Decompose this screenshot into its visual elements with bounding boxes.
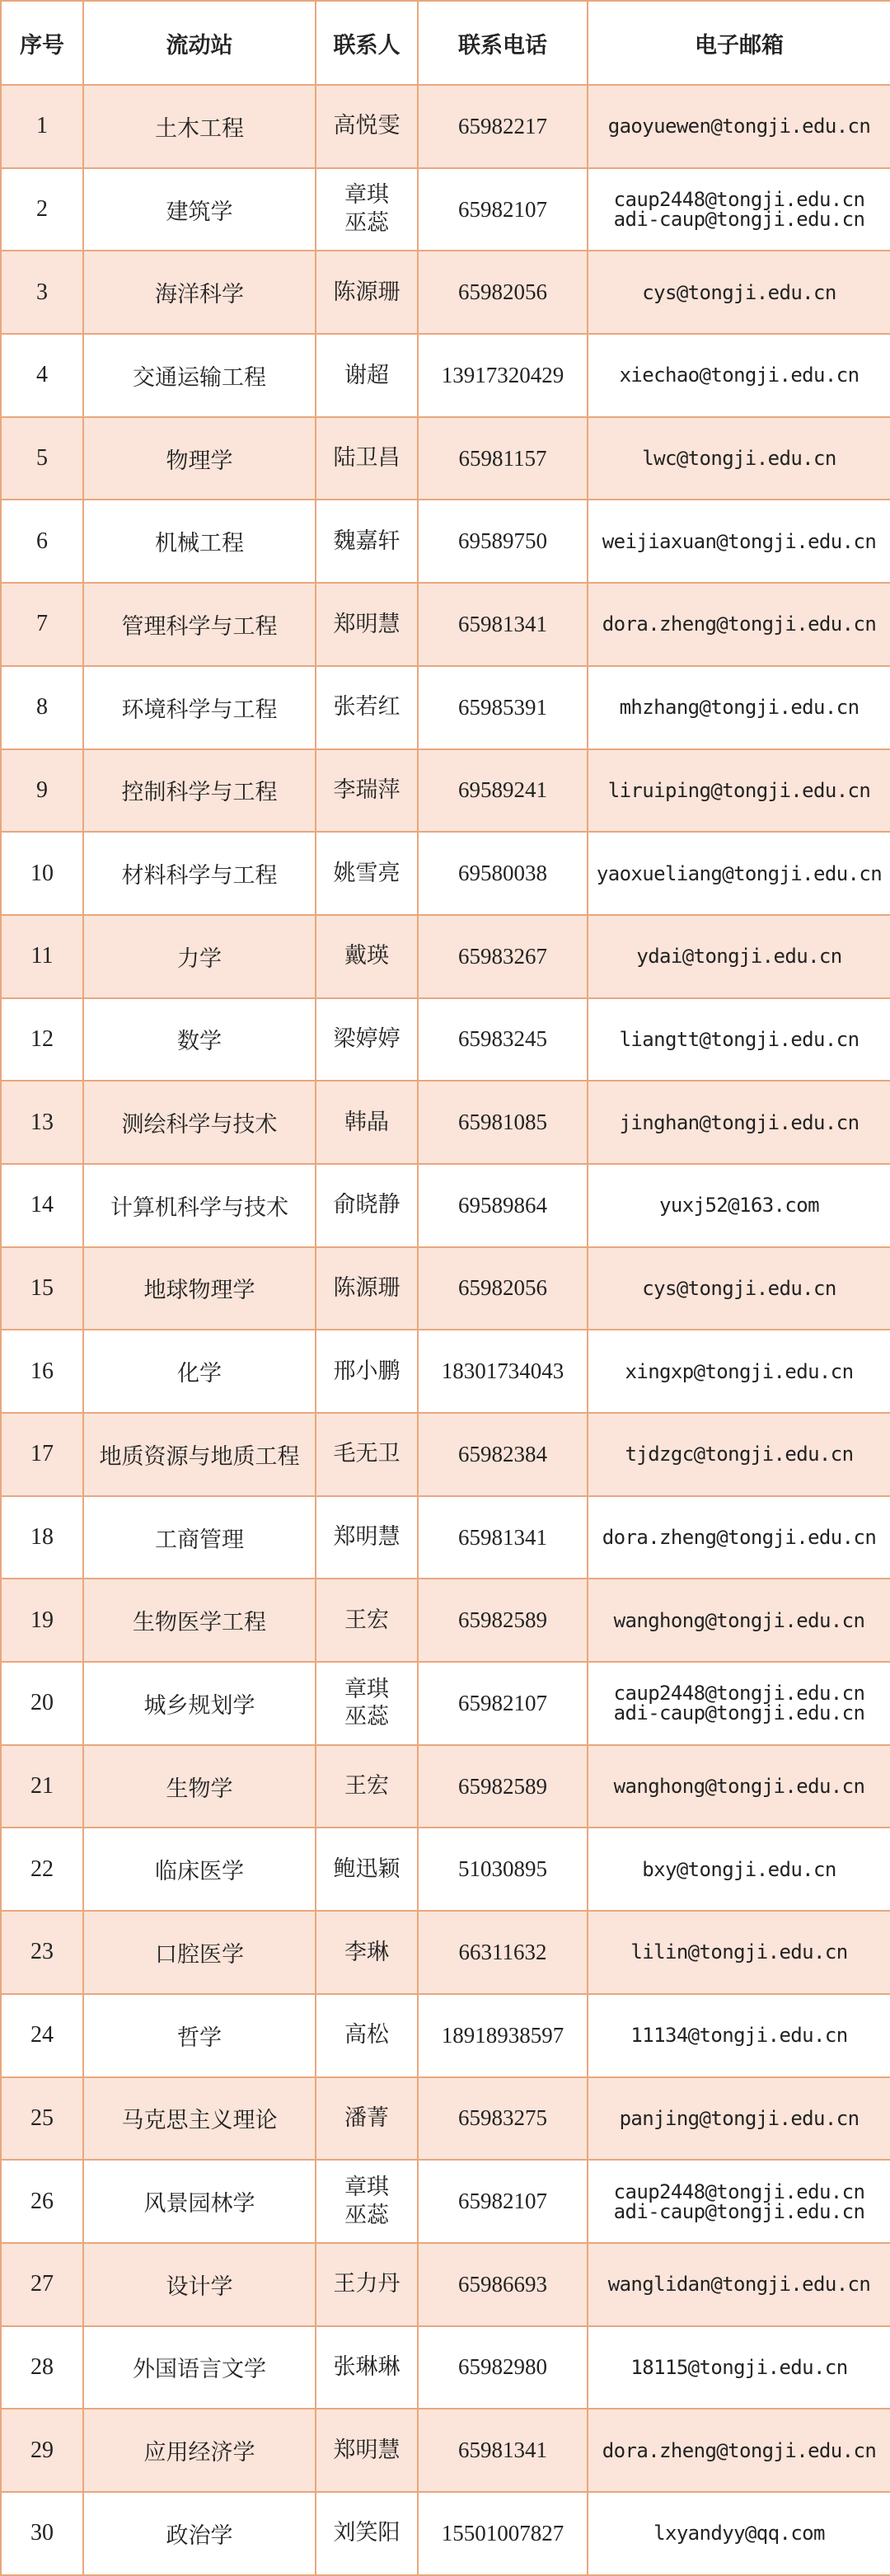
cell-serial-no: 1 (1, 85, 83, 168)
cell-station: 交通运输工程 (83, 334, 316, 417)
cell-contact-person (316, 2409, 418, 2492)
cell-serial-no: 27 (1, 2243, 83, 2326)
table-row (1, 2160, 890, 2243)
cell-contact-person (316, 2326, 418, 2409)
table-row (1, 1662, 890, 1745)
contact-name: 郑明慧 (333, 1524, 400, 1551)
cell-station: 力学 (83, 915, 316, 998)
cell-station: 数学 (83, 998, 316, 1082)
cell-serial-no: 26 (1, 2160, 83, 2243)
cell-serial-no: 30 (1, 2492, 83, 2575)
table-row (1, 251, 890, 334)
email-address: 18115@tongji.edu.cn (630, 2355, 848, 2379)
cell-email (588, 1496, 890, 1579)
email-address: gaoyuewen@tongji.edu.cn (607, 115, 871, 138)
contact-name: 鲍迅颖 (333, 1856, 400, 1882)
cell-email (588, 1330, 890, 1413)
contact-name: 陈源珊 (333, 279, 400, 305)
cell-serial-no: 29 (1, 2409, 83, 2492)
cell-station: 设计学 (83, 2243, 316, 2326)
cell-email (588, 1413, 890, 1496)
cell-phone: 65981085 (418, 1081, 588, 1164)
cell-contact-person (316, 85, 418, 168)
cell-station: 材料科学与工程 (83, 832, 316, 915)
cell-email (588, 1994, 890, 2077)
cell-phone: 69589241 (418, 749, 588, 833)
email-address: tjdzgc@tongji.edu.cn (625, 1443, 854, 1466)
cell-station: 化学 (83, 1330, 316, 1413)
cell-contact-person (316, 1081, 418, 1164)
email-address: mhzhang@tongji.edu.cn (619, 696, 860, 720)
cell-email (588, 583, 890, 666)
cell-serial-no: 21 (1, 1745, 83, 1828)
cell-station: 海洋科学 (83, 251, 316, 334)
cell-email (588, 2326, 890, 2409)
cell-serial-no: 19 (1, 1579, 83, 1662)
cell-email (588, 749, 890, 833)
cell-contact-person (316, 1745, 418, 1828)
cell-contact-person (316, 334, 418, 417)
cell-email (588, 998, 890, 1082)
table-row (1, 500, 890, 583)
cell-email (588, 1081, 890, 1164)
email-address: wanglidan@tongji.edu.cn (607, 2273, 871, 2297)
cell-station: 生物学 (83, 1745, 316, 1828)
contact-name: 陆卫昌 (333, 445, 400, 472)
cell-phone: 65981341 (418, 1496, 588, 1579)
contact-name: 俞晓静 (333, 1192, 400, 1218)
email-address: xiechao@tongji.edu.cn (619, 364, 860, 387)
cell-station: 机械工程 (83, 500, 316, 583)
contact-name: 巫蕊 (344, 2202, 389, 2228)
table-row (1, 2243, 890, 2326)
cell-phone: 65985391 (418, 666, 588, 749)
table-row (1, 1496, 890, 1579)
cell-contact-person (316, 749, 418, 833)
email-address: wanghong@tongji.edu.cn (613, 1608, 865, 1632)
cell-station: 地球物理学 (83, 1247, 316, 1330)
table-row (1, 2326, 890, 2409)
cell-phone: 65982107 (418, 1662, 588, 1745)
contact-name: 邢小鹏 (333, 1358, 400, 1384)
cell-contact-person (316, 1579, 418, 1662)
cell-serial-no: 11 (1, 915, 83, 998)
contact-name: 李琳 (344, 1939, 389, 1965)
table-row (1, 1330, 890, 1413)
email-address: caup2448@tongji.edu.cn (613, 1682, 865, 1706)
cell-station: 临床医学 (83, 1828, 316, 1911)
cell-contact-person (316, 168, 418, 251)
cell-station: 地质资源与地质工程 (83, 1413, 316, 1496)
cell-email (588, 1911, 890, 1994)
cell-email (588, 2160, 890, 2243)
contact-name: 陈源珊 (333, 1275, 400, 1302)
cell-phone: 69589864 (418, 1164, 588, 1247)
email-address: dora.zheng@tongji.edu.cn (602, 2438, 877, 2462)
contact-name: 巫蕊 (344, 1704, 389, 1730)
table-row (1, 749, 890, 833)
email-address: cys@tongji.edu.cn (642, 1276, 836, 1300)
contact-name: 王宏 (344, 1607, 389, 1633)
cell-station: 应用经济学 (83, 2409, 316, 2492)
email-address: ydai@tongji.edu.cn (636, 945, 842, 969)
contact-name: 王力丹 (333, 2271, 400, 2297)
table-row (1, 2077, 890, 2161)
table-row (1, 417, 890, 500)
contact-name: 姚雪亮 (333, 860, 400, 886)
cell-contact-person (316, 251, 418, 334)
cell-contact-person (316, 1994, 418, 2077)
cell-phone: 65982056 (418, 1247, 588, 1330)
cell-contact-person (316, 500, 418, 583)
cell-phone: 65983275 (418, 2077, 588, 2161)
cell-contact-person (316, 2492, 418, 2575)
cell-serial-no: 25 (1, 2077, 83, 2161)
table-row (1, 1081, 890, 1164)
cell-email (588, 417, 890, 500)
cell-email (588, 1579, 890, 1662)
cell-phone: 13917320429 (418, 334, 588, 417)
contact-name: 高悦雯 (333, 113, 400, 139)
email-address: adi-caup@tongji.edu.cn (613, 2199, 865, 2223)
cell-station: 工商管理 (83, 1496, 316, 1579)
cell-phone: 69580038 (418, 832, 588, 915)
email-address: jinghan@tongji.edu.cn (619, 1110, 860, 1134)
table-row (1, 1579, 890, 1662)
cell-serial-no: 13 (1, 1081, 83, 1164)
cell-station: 生物医学工程 (83, 1579, 316, 1662)
contact-name: 章琪 (344, 2174, 389, 2200)
cell-serial-no: 28 (1, 2326, 83, 2409)
cell-email (588, 334, 890, 417)
cell-phone: 65983245 (418, 998, 588, 1082)
cell-phone: 69589750 (418, 500, 588, 583)
cell-serial-no: 6 (1, 500, 83, 583)
cell-contact-person (316, 2077, 418, 2161)
email-address: adi-caup@tongji.edu.cn (613, 1701, 865, 1725)
header-station: 流动站 (83, 1, 316, 85)
email-address: xingxp@tongji.edu.cn (625, 1359, 854, 1383)
header-phone: 联系电话 (418, 1, 588, 85)
contact-name: 郑明慧 (333, 611, 400, 637)
header-contact-person: 联系人 (316, 1, 418, 85)
cell-serial-no: 14 (1, 1164, 83, 1247)
contact-name: 张若红 (333, 694, 400, 720)
contact-name: 章琪 (344, 182, 389, 209)
cell-phone: 65982056 (418, 251, 588, 334)
cell-serial-no: 22 (1, 1828, 83, 1911)
cell-phone: 65982217 (418, 85, 588, 168)
cell-serial-no: 5 (1, 417, 83, 500)
cell-serial-no: 15 (1, 1247, 83, 1330)
email-address: bxy@tongji.edu.cn (642, 1857, 836, 1881)
table-row (1, 1828, 890, 1911)
table-row (1, 334, 890, 417)
table-row (1, 1994, 890, 2077)
cell-serial-no: 16 (1, 1330, 83, 1413)
email-address: yuxj52@163.com (659, 1194, 819, 1218)
cell-phone: 18301734043 (418, 1330, 588, 1413)
cell-email (588, 500, 890, 583)
cell-phone: 18918938597 (418, 1994, 588, 2077)
cell-serial-no: 23 (1, 1911, 83, 1994)
cell-station: 哲学 (83, 1994, 316, 2077)
cell-serial-no: 24 (1, 1994, 83, 2077)
table-row (1, 1745, 890, 1828)
cell-station: 政治学 (83, 2492, 316, 2575)
contact-name: 高松 (344, 2022, 389, 2048)
email-address: cys@tongji.edu.cn (642, 280, 836, 304)
cell-contact-person (316, 1496, 418, 1579)
contact-name: 韩晶 (344, 1109, 389, 1135)
cell-station: 建筑学 (83, 168, 316, 251)
cell-serial-no: 2 (1, 168, 83, 251)
contact-name: 谢超 (344, 362, 389, 388)
cell-email (588, 832, 890, 915)
contact-name: 王宏 (344, 1773, 389, 1799)
cell-contact-person (316, 1413, 418, 1496)
cell-email (588, 2243, 890, 2326)
cell-serial-no: 9 (1, 749, 83, 833)
contact-name: 张琳琳 (333, 2354, 400, 2381)
cell-phone: 65986693 (418, 2243, 588, 2326)
cell-station: 风景园林学 (83, 2160, 316, 2243)
contact-name: 刘笑阳 (333, 2520, 400, 2546)
email-address: 11134@tongji.edu.cn (630, 2024, 848, 2048)
table-row (1, 2409, 890, 2492)
table-row (1, 583, 890, 666)
cell-contact-person (316, 1247, 418, 1330)
email-address: lxyandyy@qq.com (653, 2522, 825, 2546)
email-address: liruiping@tongji.edu.cn (607, 778, 871, 802)
cell-email (588, 1745, 890, 1828)
cell-contact-person (316, 417, 418, 500)
cell-email (588, 1662, 890, 1745)
cell-serial-no: 17 (1, 1413, 83, 1496)
cell-phone: 65982589 (418, 1579, 588, 1662)
email-address: lwc@tongji.edu.cn (642, 447, 836, 471)
cell-station: 城乡规划学 (83, 1662, 316, 1745)
cell-station: 测绘科学与技术 (83, 1081, 316, 1164)
email-address: caup2448@tongji.edu.cn (613, 188, 865, 212)
cell-serial-no: 10 (1, 832, 83, 915)
cell-phone: 65983267 (418, 915, 588, 998)
email-address: weijiaxuan@tongji.edu.cn (602, 529, 877, 553)
cell-phone: 65982980 (418, 2326, 588, 2409)
cell-serial-no: 3 (1, 251, 83, 334)
cell-phone: 65982107 (418, 168, 588, 251)
cell-email (588, 915, 890, 998)
cell-contact-person (316, 1828, 418, 1911)
cell-phone: 15501007827 (418, 2492, 588, 2575)
table-row (1, 1413, 890, 1496)
cell-contact-person (316, 2243, 418, 2326)
cell-email (588, 2492, 890, 2575)
cell-serial-no: 12 (1, 998, 83, 1082)
header-email: 电子邮箱 (588, 1, 890, 85)
table-row (1, 1247, 890, 1330)
cell-serial-no: 4 (1, 334, 83, 417)
table-row (1, 85, 890, 168)
table-row (1, 1911, 890, 1994)
cell-station: 计算机科学与技术 (83, 1164, 316, 1247)
cell-phone: 65982384 (418, 1413, 588, 1496)
contact-name: 李瑞萍 (333, 777, 400, 803)
table-row (1, 1164, 890, 1247)
email-address: dora.zheng@tongji.edu.cn (602, 612, 877, 636)
cell-email (588, 2077, 890, 2161)
cell-email (588, 1828, 890, 1911)
cell-serial-no: 20 (1, 1662, 83, 1745)
table-row (1, 998, 890, 1082)
cell-phone: 65982589 (418, 1745, 588, 1828)
email-address: panjing@tongji.edu.cn (619, 2106, 860, 2130)
cell-station: 物理学 (83, 417, 316, 500)
email-address: caup2448@tongji.edu.cn (613, 2180, 865, 2203)
contact-name: 巫蕊 (344, 210, 389, 237)
cell-contact-person (316, 666, 418, 749)
email-address: yaoxueliang@tongji.edu.cn (596, 861, 883, 885)
cell-station: 马克思主义理论 (83, 2077, 316, 2161)
cell-email (588, 2409, 890, 2492)
cell-station: 管理科学与工程 (83, 583, 316, 666)
table-row (1, 666, 890, 749)
cell-email (588, 251, 890, 334)
cell-phone: 65981157 (418, 417, 588, 500)
contact-name: 魏嘉轩 (333, 528, 400, 554)
table-row (1, 832, 890, 915)
cell-contact-person (316, 583, 418, 666)
cell-email (588, 1247, 890, 1330)
cell-contact-person (316, 1662, 418, 1745)
cell-phone: 66311632 (418, 1911, 588, 1994)
cell-contact-person (316, 998, 418, 1082)
cell-serial-no: 18 (1, 1496, 83, 1579)
cell-station: 环境科学与工程 (83, 666, 316, 749)
cell-contact-person (316, 832, 418, 915)
cell-serial-no: 7 (1, 583, 83, 666)
contact-name: 潘菁 (344, 2104, 389, 2131)
email-address: dora.zheng@tongji.edu.cn (602, 1526, 877, 1550)
contact-name: 梁婷婷 (333, 1026, 400, 1053)
table-row (1, 915, 890, 998)
cell-contact-person (316, 1164, 418, 1247)
cell-phone: 65981341 (418, 2409, 588, 2492)
cell-station: 口腔医学 (83, 1911, 316, 1994)
cell-station: 控制科学与工程 (83, 749, 316, 833)
contact-name: 戴瑛 (344, 943, 389, 969)
cell-station: 土木工程 (83, 85, 316, 168)
email-address: liangtt@tongji.edu.cn (619, 1027, 860, 1051)
email-address: lilin@tongji.edu.cn (630, 1940, 848, 1964)
cell-contact-person (316, 915, 418, 998)
cell-email (588, 666, 890, 749)
contact-name: 章琪 (344, 1676, 389, 1702)
cell-serial-no: 8 (1, 666, 83, 749)
table-row (1, 168, 890, 251)
cell-station: 外国语言文学 (83, 2326, 316, 2409)
cell-contact-person (316, 2160, 418, 2243)
cell-email (588, 85, 890, 168)
cell-phone: 51030895 (418, 1828, 588, 1911)
cell-contact-person (316, 1330, 418, 1413)
cell-contact-person (316, 1911, 418, 1994)
email-address: wanghong@tongji.edu.cn (613, 1775, 865, 1799)
table-row (1, 2492, 890, 2575)
header-row (1, 1, 890, 85)
cell-email (588, 168, 890, 251)
header-serial-no: 序号 (1, 1, 83, 85)
contact-name: 郑明慧 (333, 2437, 400, 2463)
cell-phone: 65981341 (418, 583, 588, 666)
cell-email (588, 1164, 890, 1247)
cell-phone: 65982107 (418, 2160, 588, 2243)
email-address: adi-caup@tongji.edu.cn (613, 208, 865, 232)
contact-name: 毛无卫 (333, 1441, 400, 1467)
